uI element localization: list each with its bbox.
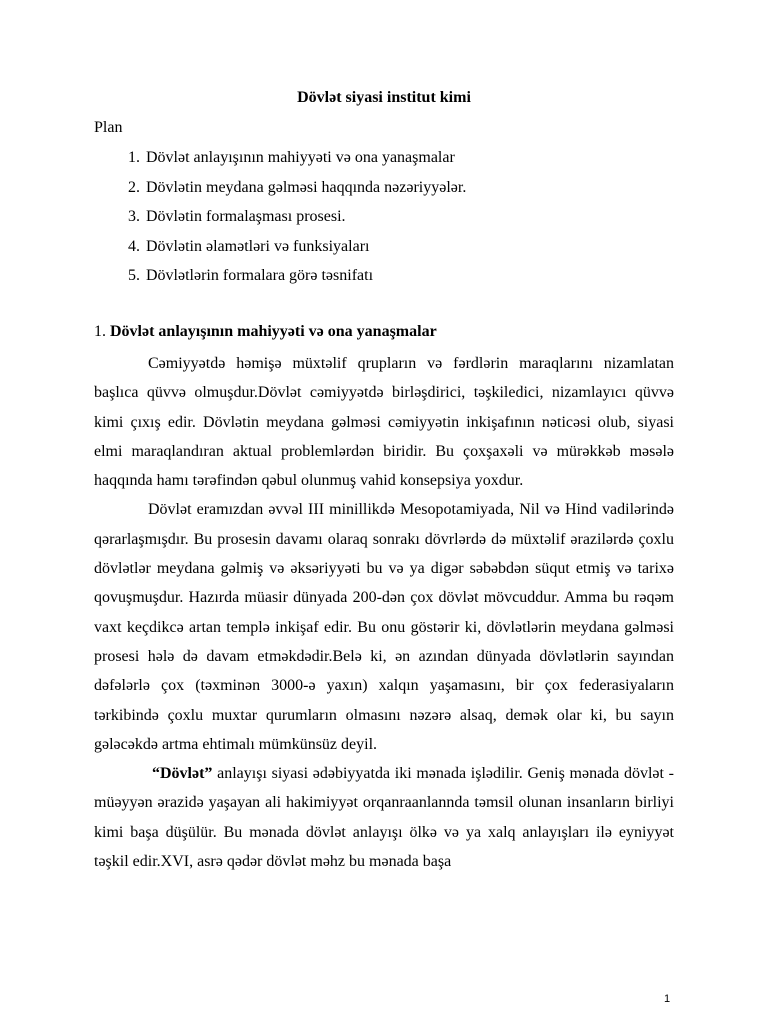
plan-item-number: 1. [128,149,140,166]
plan-item-text: Dövlətin formalaşması prosesi. [146,208,346,225]
section-heading [94,322,437,342]
plan-item-text: Dövlətin əlamətləri və funksiyaları [146,237,370,255]
plan-item-text: Dövlətin meydana gəlməsi haqqında nəzəriyyələr. [146,178,467,196]
section-number: 1. [94,323,110,340]
paragraph [94,759,674,876]
paragraph: Dövlət eramızdan əvvəl III minillikdə Mesopotamiyada, Nil və Hind vadilərində qərarlaşmışdır. Bu prosesin davamı olaraq sonrakı dövrlərdə də müxtəlif ərazilərdə çoxlu dövlətlər meydana gəlmiş və əksəriyyəti bu və ya digər səbəbdən süqut etmiş və tarixə qovuşmuşdur. Hazırda müasir dünyada 200-dən çox dövlət mövcuddur. Amma bu rəqəm vaxt keçdikcə artan templə inkişaf edir. Bu onu göstərir ki, dövlətlərin meydana gəlməsi prosesi hələ də davam etməkdədir.Belə ki, ən azından dünyada dövlətlərin sayından dəfələrlə çox (təxminən 3000-ə yaxın) xalqın yaşamasını, bir çox federasiyaların tərkibində çoxlu muxtar qurumların olmasını nəzərə alsaq, demək olar ki, bu sayın gələcəkdə artma ehtimalı mümkünsüz deyil. [94,501,674,753]
plan-item-number: 5. [128,267,140,284]
plan-item-text: Dövlətlərin formalara görə təsnifatı [146,267,374,284]
plan-item-number: 4. [128,237,140,255]
plan-item-number: 3. [128,208,140,225]
page-number: 1 [664,993,671,1005]
plan-list [94,148,466,296]
section-title: Dövlət anlayışının mahiyyəti və ona yanaşmalar [110,323,437,340]
document-title: Dövlət siyasi institut kimi [297,89,471,106]
plan-item-number: 2. [128,178,140,196]
plan-item-text: Dövlət anlayışının mahiyyəti və ona yanaşmalar [146,149,455,166]
plan-label: Plan [94,119,123,136]
plan-item [94,207,466,237]
plan-item [94,237,466,267]
plan-item [94,148,466,178]
plan-item [94,266,466,296]
body-text [94,349,674,876]
paragraph: Cəmiyyətdə həmişə müxtəlif qrupların və fərdlərin maraqlarını nizamlatan başlıca qüvvə olmuşdur.Dövlət cəmiyyətdə birləşdirici, təşkiledici, nizamlayıcı qüvvə kimi çıxış edir. Dövlətin meydana gəlməsi cəmiyyətin inkişafının nəticəsi olub, siyasi elmi maraqlandıran aktual problemlərdən biridir. Bu çoxşaxəli və mürəkkəb məsələ haqqında hamı tərəfindən qəbul olunmuş vahid konsepsiya yoxdur. [94,355,674,490]
paragraph-bold-term: “Dövlət” [152,765,213,783]
plan-item [94,178,466,208]
paragraph-text: anlayışı siyasi ədəbiyyatda iki mənada işlədilir. Geniş mənada dövlət - müəyyən ərazidə yaşayan ali hakimiyyət orqanraanlannda təmsil olunan insanların birliyi kimi başa düşülür. Bu mənada dövlət anlayışı ölkə və ya xalq anlayışları ilə eyniyyət təşkil edir.XVI, asrə qədər dövlət məhz bu mənada başa [94,765,674,871]
